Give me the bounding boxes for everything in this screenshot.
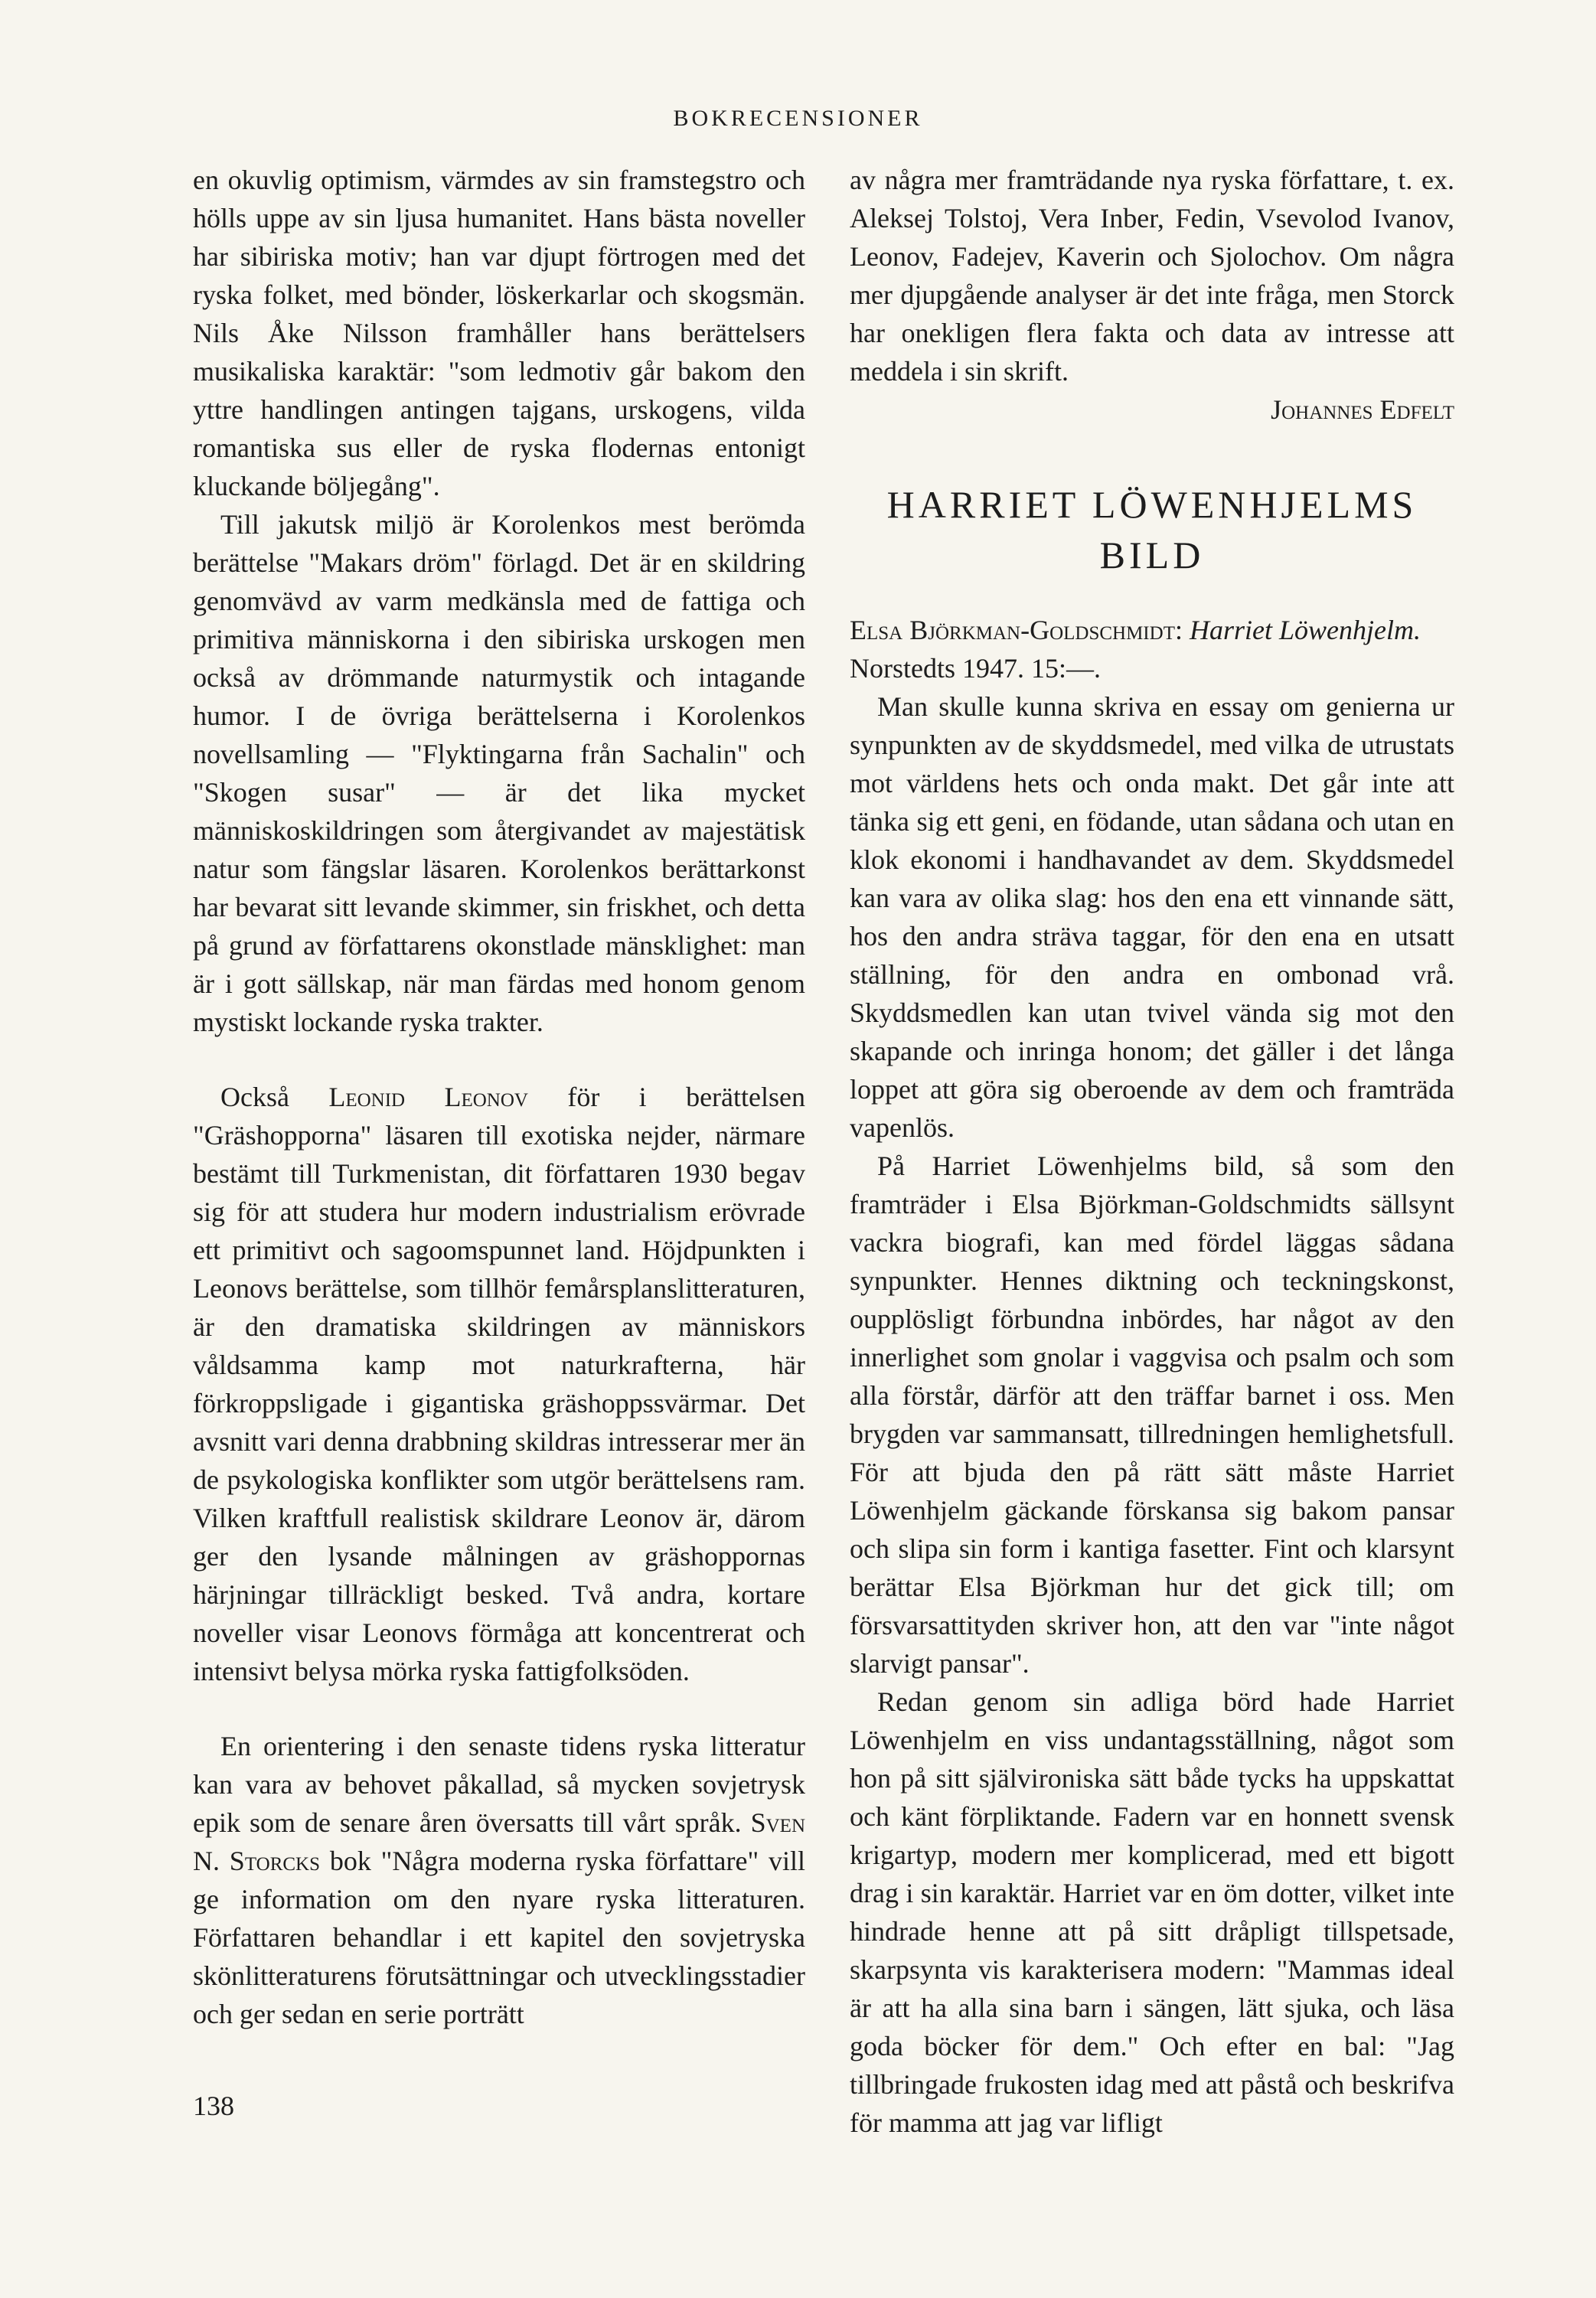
signoff (850, 390, 1454, 429)
paragraph: Man skulle kunna skriva en essay om genierna ur synpunkten av de skyddsmedel, med vilka de utrustats mot världens hets och onda makt. Det går inte att tänka sig ett geni, en födande, utan sådana och utan en klok ekonomi i handhavandet av dem. Skyddsmedel kan vara av olika slag: hos den ena ett vinnande sätt, hos den andra sträva taggar, för den ena en utsatt ställning, för den andra en ombonad vrå. Skyddsmedlen kan utan tvivel vända sig mot den skapande och inringa honom; det gäller i det långa loppet att göra sig oberoende av dem och framträda vapenlös. (850, 691, 1454, 1143)
paragraph (193, 1078, 805, 1690)
article-title: HARRIET LÖWENHJELMS BILD (886, 483, 1418, 576)
paragraph (193, 1727, 805, 2033)
author-name: Sven N. Storcks (193, 1807, 805, 1876)
author-name: Leonid Leonov (328, 1082, 528, 1112)
paragraph: På Harriet Löwenhjelms bild, så som den framträder i Elsa Björkman-Goldschmidts sällsynt vackra biografi, kan med fördel läggas sådana synpunkter. Hennes diktning och teckningskonst, oupplösligt förbundna inbördes, har något av den innerlighet som gnolar i vaggvisa och psalm och som alla förstår, därför att den träffar barnet i oss. Men brygden var sammansatt, tillredningen hemlighetsfull. För att bjuda den på rätt sätt måste Harriet Löwenhjelm gäckande förskansa sig bakom pansar och slipa sin form i kantiga fasetter. Fint och klarsynt berättar Elsa Björkman hur det gick till; om försvarsattityden skriver hon, att den var "inte något slarvigt pansar". (850, 1151, 1454, 1679)
running-head: BOKRECENSIONER (673, 106, 923, 131)
byline-author: Elsa Björkman-Goldschmidt (850, 615, 1175, 645)
left-column (193, 161, 805, 2033)
right-column (850, 161, 1454, 2142)
paragraph: Till jakutsk miljö är Korolenkos mest berömda berättelse "Makars dröm" förlagd. Det är en skildring genomvävd av varm medkänsla med de fattiga och primitiva människorna i den sibiriska urskogen men också av drömmande naturmystik och intagande humor. I de övriga berättelserna i Korolenkos novellsamling — "Flyktingarna från Sachalin" och "Skogen susar" — är det lika mycket människoskildringen som återgivandet av majestätisk natur som fängslar läsaren. Korolenkos berättarkonst har bevarat sitt levande skimmer, sin friskhet, och detta på grund av författarens okonstlade mänsklighet: man är i gott sällskap, när man färdas med honom genom mystiskt lockande ryska trakter. (193, 509, 805, 1037)
paragraph-lead: En orientering i den senaste tidens ryska litteratur kan vara av behovet påkallad, så mycken sovjetrysk epik som de senare åren översatts till vårt språk. (193, 1731, 805, 1838)
paragraph-text: för i berättelsen "Gräshopporna" läsaren till exotiska nejder, närmare bestämt till Turkmenistan, dit författaren 1930 begav sig för att studera hur modern industrialism erövrade ett primitivt och sagoomspunnet land. Höjdpunkten i Leonovs berättelse, som tillhör femårsplanslitteraturen, är den dramatiska skildringen av människors våldsamma kamp mot naturkrafterna, här förkroppsligade i gigantiska gräshoppssvärmar. Det avsnitt vari denna drabbning skildras intresserar mer än de psykologiska konflikter som utgör berättelsens ram. Vilken kraftfull realistisk skildrare Leonov är, därom ger den lysande målningen av gräshoppornas härjningar tillräckligt besked. Två andra, kortare noveller visar Leonovs förmåga att koncentrerat och intensivt belysa mörka ryska fattigfolksöden. (193, 1082, 805, 1686)
byline-book-title: Harriet Löwenhjelm. (1189, 615, 1421, 645)
paragraph-text: bok "Några moderna ryska författare" vill ge information om den nyare ryska litteraturen. Författaren behandlar i ett kapitel den sovjetryska skönlitteraturens förutsättningar och utvecklingsstadier och ger sedan en serie porträtt (193, 1846, 806, 2029)
reviewer-signature: Johannes Edfelt (1271, 394, 1454, 425)
paragraph: en okuvlig optimism, värmdes av sin framstegstro och hölls uppe av sin ljusa humanitet. Hans bästa noveller har sibiriska motiv; han var djupt förtrogen med det ryska folket, med bönder, löskerkarlar och skogsmän. Nils Åke Nilsson framhåller hans berättelsers musikaliska karaktär: "som ledmotiv går bakom den yttre handlingen antingen tajgans, urskogens, vilda romantiska sus eller de ryska flodernas entonigt kluckande böljegång". (193, 165, 805, 501)
paragraph: Redan genom sin adliga börd hade Harriet Löwenhjelm en viss undantagsställning, något som hon på sitt självironiska sätt både tycks ha uppskattat och känt förpliktande. Fadern var en honnett svensk krigartyp, modern mer komplicerad, med ett bigott drag i sin karaktär. Harriet var en öm dotter, vilket inte hindrade henne att på sitt dråpligt tillspetsade, skarpsynta vis karakterisera modern: "Mammas ideal är att ha alla sina barn i sängen, lätt sjuka, och läsa goda böcker för dem." Och efter en bal: "Jag tillbringade frukosten idag med att påstå och beskrifva för mamma att jag var lifligt (850, 1686, 1454, 2138)
byline-publisher: Norstedts 1947. 15:—. (850, 653, 1101, 684)
paragraph-lead: Också (220, 1082, 329, 1112)
paragraph: av några mer framträdande nya ryska författare, t. ex. Aleksej Tolstoj, Vera Inber, Fedin, Vsevolod Ivanov, Leonov, Fadejev, Kaverin och Sjolochov. Om några mer djupgående analyser är det inte fråga, men Storck har onekligen flera fakta och data av intresse att meddela i sin skrift. (850, 165, 1454, 387)
byline: Elsa Björkman-Goldschmidt: Harriet Löwenhjelm. Norstedts 1947. 15:—. (850, 615, 1421, 684)
page-number: 138 (193, 2091, 234, 2121)
